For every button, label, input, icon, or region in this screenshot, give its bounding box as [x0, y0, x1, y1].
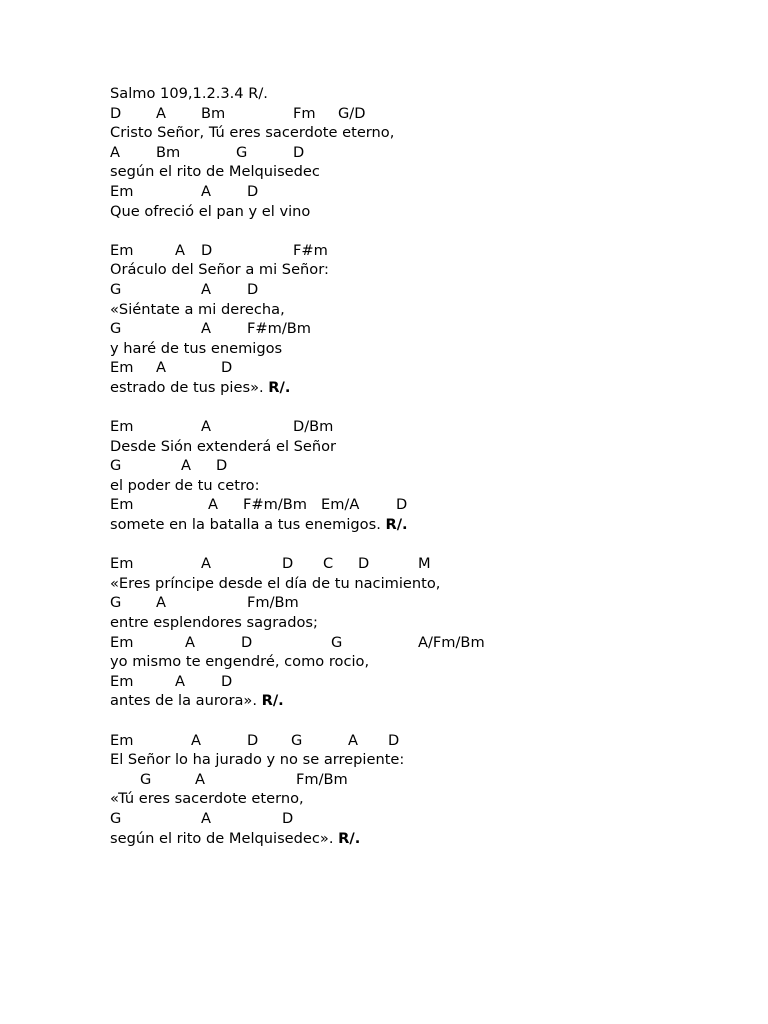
chord: A — [201, 280, 211, 298]
chord: Fm — [293, 104, 316, 122]
chord: A — [175, 672, 185, 690]
lyric-text: El Señor lo ha jurado y no se arrepiente: — [110, 751, 405, 769]
chord: G/D — [338, 104, 366, 122]
chord: A — [185, 633, 195, 651]
chord: A — [201, 809, 211, 827]
chord: A — [201, 555, 211, 573]
lyric-text: Que ofreció el pan y el vino — [110, 202, 311, 220]
chord: D — [282, 809, 294, 827]
chord: F#m — [293, 241, 328, 259]
stanza-gap — [110, 398, 440, 418]
chord: Em — [110, 633, 134, 651]
refrain-mark: R/. — [385, 516, 408, 534]
chord: A — [201, 320, 211, 338]
lyric-line — [110, 260, 440, 280]
lyric-text: el poder de tu cetro: — [110, 476, 260, 494]
chord: D — [221, 359, 233, 377]
chord: Fm/Bm — [247, 594, 299, 612]
chord-line — [110, 672, 440, 692]
lyric-line — [110, 162, 440, 182]
chord: D — [201, 241, 213, 259]
lyric-text: Desde Sión extenderá el Señor — [110, 437, 337, 455]
chord: G — [110, 594, 122, 612]
chord: Bm — [201, 104, 226, 122]
chord: Em — [110, 418, 134, 436]
lyric-line — [110, 613, 440, 633]
chord-line — [110, 770, 440, 790]
lyric-line — [110, 750, 440, 770]
chord: Bm — [156, 143, 181, 161]
lyric-line — [110, 476, 440, 496]
lyric-text: según el rito de Melquisedec». — [110, 829, 334, 847]
chord: A — [208, 496, 218, 514]
chord: A — [201, 418, 211, 436]
refrain-mark: R/. — [268, 378, 291, 396]
chord: A — [156, 104, 166, 122]
lyric-line — [110, 339, 440, 359]
chord: Em — [110, 182, 134, 200]
chord: A — [348, 731, 358, 749]
chord: C — [323, 555, 334, 573]
lyric-text: somete en la batalla a tus enemigos. — [110, 516, 381, 534]
lyric-text: «Eres príncipe desde el día de tu nacimiento, — [110, 574, 441, 592]
lyric-text: Cristo Señor, Tú eres sacerdote eterno, — [110, 124, 395, 142]
lyric-line — [110, 691, 440, 711]
chord: A — [175, 241, 185, 259]
chord: Em — [110, 731, 134, 749]
chord: G — [291, 731, 303, 749]
chord: G — [110, 809, 122, 827]
stanza-gap — [110, 221, 440, 241]
lyric-text: yo mismo te engendré, como rocio, — [110, 653, 370, 671]
chord-line — [110, 809, 440, 829]
chord-line — [110, 593, 440, 613]
chord-line — [110, 554, 440, 574]
chord: Em — [110, 241, 134, 259]
chord-line — [110, 633, 485, 653]
lyric-text: y haré de tus enemigos — [110, 339, 283, 357]
stanza-gap — [110, 535, 440, 555]
chord: A — [156, 594, 166, 612]
chord: Fm/Bm — [296, 770, 348, 788]
lyric-line — [110, 515, 440, 535]
refrain-mark: R/. — [261, 692, 284, 710]
lyric-line — [110, 789, 440, 809]
lyric-text: Oráculo del Señor a mi Señor: — [110, 261, 329, 279]
stanza-gap — [110, 711, 440, 731]
chord: D — [358, 555, 370, 573]
lyric-text: entre esplendores sagrados; — [110, 614, 318, 632]
chord: G — [236, 143, 248, 161]
lyric-text: «Siéntate a mi derecha, — [110, 300, 285, 318]
lyric-line — [110, 829, 440, 849]
chord: G — [110, 320, 122, 338]
lyric-line — [110, 300, 440, 320]
chord: D — [247, 182, 259, 200]
song-title: Salmo 109,1.2.3.4 R/. — [110, 85, 268, 102]
chord-line — [110, 104, 440, 124]
chord-line — [110, 319, 440, 339]
lyric-line — [110, 202, 440, 222]
chord: Em — [110, 496, 134, 514]
chord: D — [282, 555, 294, 573]
chord: D — [247, 731, 259, 749]
chord: F#m/Bm — [247, 320, 311, 338]
chord-line — [110, 731, 440, 751]
chord: F#m/Bm — [243, 496, 307, 514]
chord: Em — [110, 359, 134, 377]
chord: D — [241, 633, 253, 651]
chord: D — [388, 731, 400, 749]
chord-line — [110, 358, 440, 378]
lyric-line — [110, 378, 440, 398]
lyric-line — [110, 123, 440, 143]
lyric-line — [110, 574, 440, 594]
chord-sheet — [110, 84, 485, 848]
chord: A/Fm/Bm — [418, 633, 485, 651]
lyric-line — [110, 652, 440, 672]
chord-line — [110, 182, 440, 202]
chord: G — [331, 633, 343, 651]
chord: D — [396, 496, 408, 514]
chord-line — [110, 495, 440, 515]
lyric-text: antes de la aurora». — [110, 692, 257, 710]
chord: G — [110, 457, 122, 475]
lyric-text: «Tú eres sacerdote eterno, — [110, 790, 304, 808]
chord: A — [191, 731, 201, 749]
lyric-text: estrado de tus pies». — [110, 378, 264, 396]
chord: A — [195, 770, 205, 788]
chord: D — [293, 143, 305, 161]
chord: D — [221, 672, 233, 690]
chord: D — [110, 104, 122, 122]
chord-line — [110, 417, 440, 437]
chord: A — [110, 143, 120, 161]
chord: A — [201, 182, 211, 200]
chord: A — [156, 359, 166, 377]
chord-line — [110, 456, 440, 476]
chord-line — [110, 241, 440, 261]
refrain-mark: R/. — [338, 829, 361, 847]
chord: Em/A — [321, 496, 360, 514]
chord: G — [140, 770, 152, 788]
chord: Em — [110, 555, 134, 573]
chord-line — [110, 143, 440, 163]
chord: Em — [110, 672, 134, 690]
chord: D — [216, 457, 228, 475]
chord-line — [110, 280, 440, 300]
chord: D/Bm — [293, 418, 334, 436]
chord: M — [418, 555, 431, 573]
chord: G — [110, 280, 122, 298]
chord: A — [181, 457, 191, 475]
lyric-line — [110, 437, 440, 457]
lyric-text: según el rito de Melquisedec — [110, 163, 320, 181]
chord: D — [247, 280, 259, 298]
